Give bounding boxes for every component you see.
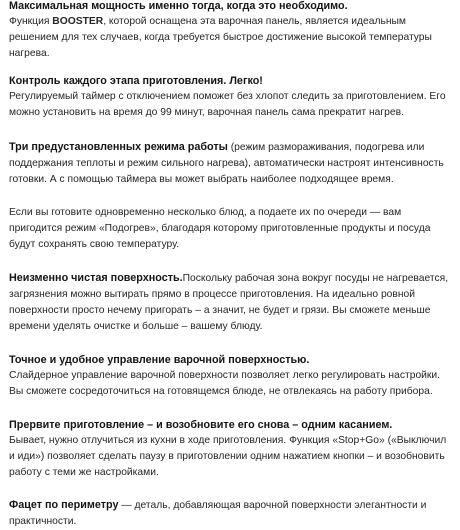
section-warming (9, 205, 454, 253)
section-text (9, 270, 454, 335)
section-title: Контроль каждого этапа приготовления. Легко! (9, 75, 263, 87)
section-timer (9, 73, 454, 121)
section-text: Слайдерное управление варочной поверхности позволяет легко регулировать настройки. Вы сможете сосредоточиться на готовящемся блюде, не отвлекаясь на работу прибора. (9, 370, 441, 397)
section-title: Прервите приготовление – и возобновите его снова – одним касанием. (9, 419, 393, 431)
section-clean-surface (9, 270, 454, 335)
section-text: Если вы готовите одновременно несколько блюд, а подаете их по очереди — вам пригодится режим «Подогрев», благодаря которому приготовленные продукты и посуда будут сохранять свою температуру. (9, 207, 431, 250)
text-fragment: Функция (9, 16, 53, 27)
lead-phrase: Фацет по периметру (9, 499, 119, 511)
lead-phrase: Неизменно чистая поверхность. (9, 272, 183, 284)
lead-phrase: Три предустановленных режима работы (9, 141, 228, 153)
section-stop-go (9, 417, 454, 481)
section-text (9, 139, 454, 188)
bold-term: BOOSTER (52, 16, 104, 27)
section-title: Точное и удобное управление варочной поверхностью. (9, 354, 310, 366)
section-slider-control (9, 352, 454, 400)
text-fragment: — деталь, добавляющая варочной поверхности элегантности и практичности. (9, 500, 427, 527)
section-text: Бывает, нужно отлучиться из кухни в ходе приготовления. Функция «Stop+Go» («Выключил и иди») позволяет сделать паузу в приготовлении одним нажатием кнопки – и возобновить работу с теми же настройками. (9, 435, 447, 478)
section-text (9, 497, 454, 530)
section-modes (9, 139, 454, 188)
section-text: Регулируемый таймер с отключением поможет без хлопот следить за приготовлением. Его можно установить на время до 99 минут, варочная панель сама прекратит нагрев. (9, 91, 446, 118)
section-text (9, 14, 454, 62)
section-title: Максимальная мощность именно тогда, когда это необходимо. (9, 0, 348, 12)
text-fragment: (режим размораживания, подогрева или поддержания теплоты и режим сильного нагрева), автоматически настроят интенсивность готовки. А с помощью таймера вы может выбрать наиболее подходящее время. (9, 142, 444, 185)
text-fragment: , которой оснащена эта варочная панель, является идеальным решением для тех случаев, когда требуется быстрое достижение высокой температуры нагрева. (9, 16, 432, 59)
section-booster (9, 0, 454, 62)
section-facet (9, 497, 454, 530)
text-fragment: Поскольку рабочая зона вокруг посуды не нагревается, загрязнения можно вытирать прямо в процессе приготовления. На идеально ровной поверхности просто нечему пригорать – а значит, не будет и грязи. Вы сможете меньше времени уделять очистке и больше – вашему блюду. (9, 273, 449, 332)
